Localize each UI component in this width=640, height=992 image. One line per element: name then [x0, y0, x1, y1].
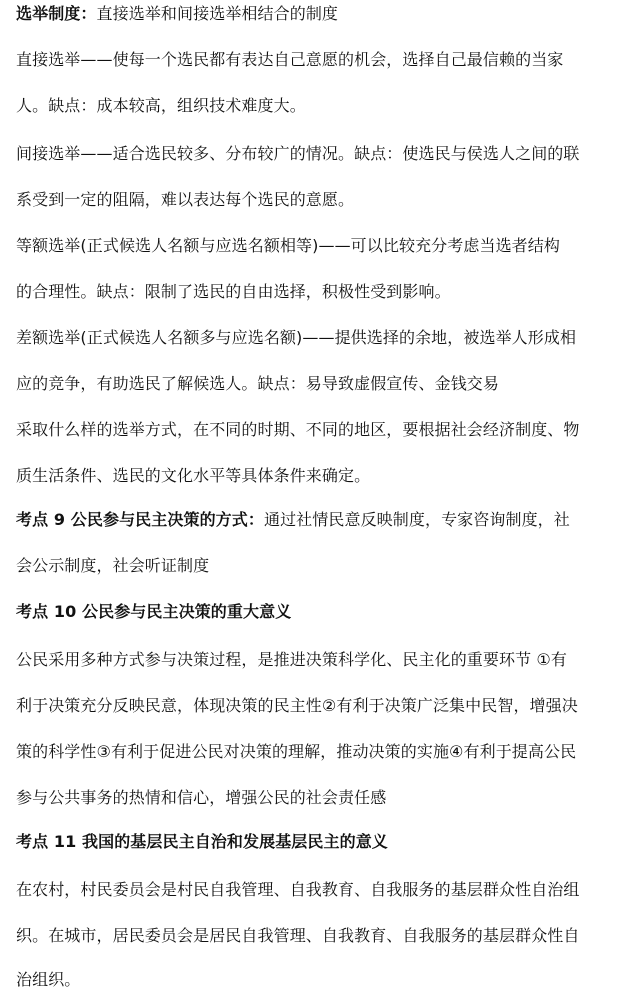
- text-line: 直接选举——使每一个选民都有表达自己意愿的机会，选择自己最信赖的当家: [16, 50, 564, 69]
- text-line: 公民采用多种方式参与决策过程，是推进决策科学化、民主化的重要环节 ①有: [16, 650, 567, 669]
- heading-text: 通过社情民意反映制度，专家咨询制度，社: [263, 510, 570, 529]
- heading-text: 直接选举和间接选举相结合的制度: [96, 4, 339, 23]
- text-line: 差额选举(正式候选人名额多与应选名额)——提供选择的余地，被选举人形成相: [16, 328, 577, 347]
- text-line: 应的竞争，有助选民了解候选人。缺点：易导致虚假宣传、金钱交易: [16, 374, 500, 393]
- text-line: 利于决策充分反映民意，体现决策的民主性②有利于决策广泛集中民智，增强决: [16, 696, 578, 715]
- text-line: 人。缺点：成本较高，组织技术难度大。: [16, 96, 306, 115]
- text-line: 系受到一定的阻隔，难以表达每个选民的意愿。: [16, 190, 355, 209]
- section-heading-electoral-system: [16, 6, 338, 22]
- text-line: 采取什么样的选举方式，在不同的时期、不同的地区，要根据社会经济制度、物: [16, 420, 580, 439]
- heading-label: 选举制度：: [16, 4, 97, 23]
- text-line: 织。在城市，居民委员会是居民自我管理、自我教育、自我服务的基层群众性自: [16, 926, 580, 945]
- section-heading-point-9: [16, 512, 570, 528]
- section-heading-point-11: 考点 11 我国的基层民主自治和发展基层民主的意义: [16, 832, 388, 851]
- text-line: 策的科学性③有利于促进公民对决策的理解，推动决策的实施④有利于提高公民: [16, 742, 577, 761]
- heading-label: 考点 9 公民参与民主决策的方式：: [16, 510, 264, 529]
- text-line: 间接选举——适合选民较多、分布较广的情况。缺点：使选民与侯选人之间的联: [16, 144, 580, 163]
- text-line: 参与公共事务的热情和信心，增强公民的社会责任感: [16, 788, 387, 807]
- text-line: 等额选举(正式候选人名额与应选名额相等)——可以比较充分考虑当选者结构: [16, 236, 560, 255]
- text-line: 会公示制度，社会听证制度: [16, 556, 210, 575]
- text-line: 治组织。: [16, 970, 81, 989]
- text-line: 在农村，村民委员会是村民自我管理、自我教育、自我服务的基层群众性自治组: [16, 880, 580, 899]
- text-line: 的合理性。缺点：限制了选民的自由选择，积极性受到影响。: [16, 282, 451, 301]
- section-heading-point-10: 考点 10 公民参与民主决策的重大意义: [16, 602, 292, 621]
- text-line: 质生活条件、选民的文化水平等具体条件来确定。: [16, 466, 371, 485]
